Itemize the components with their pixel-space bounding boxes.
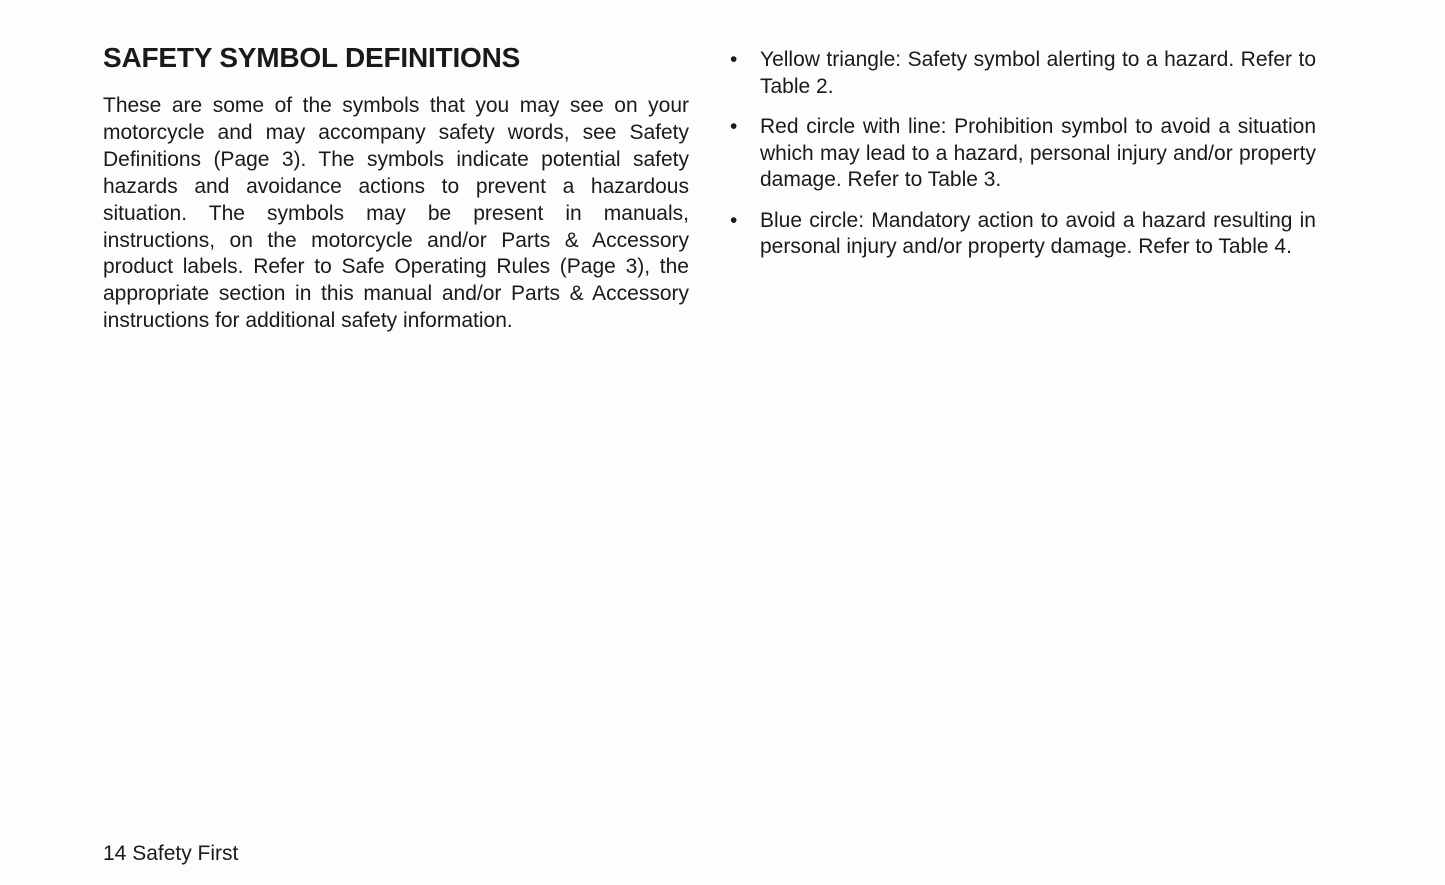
list-item-text: Red circle with line: Prohibition symbol to avoid a situation which may lead to a hazard, personal injury and/or property damage. Refer to Table 3. (760, 115, 1316, 191)
bullet-icon: • (730, 115, 738, 138)
section-heading: SAFETY SYMBOL DEFINITIONS (103, 42, 521, 73)
list-item-text: Blue circle: Mandatory action to avoid a hazard resulting in personal injury and/or property damage. Refer to Table 4. (760, 208, 1316, 258)
list-item (730, 208, 1316, 261)
page-footer: 14 Safety First (103, 842, 239, 865)
symbol-list (730, 47, 1316, 275)
list-item-text: Yellow triangle: Safety symbol alerting to a hazard. Refer to Table 2. (760, 48, 1316, 98)
bullet-icon: • (730, 48, 738, 71)
list-item (730, 114, 1316, 194)
intro-paragraph: These are some of the symbols that you may see on your motorcycle and may accompany safety words, see Safety Definitions (Page 3). The symbols indicate potential safety hazards and avoidance actions to prevent a hazardous situation. The symbols may be present in manuals, instructions, on the motorcycle and/or Parts & Accessory product labels. Refer to Safe Operating Rules (Page 3), the appropriate section in this manual and/or Parts & Accessory instructions for additional safety information. (103, 94, 689, 333)
list-item (730, 47, 1316, 100)
bullet-icon: • (730, 208, 738, 232)
